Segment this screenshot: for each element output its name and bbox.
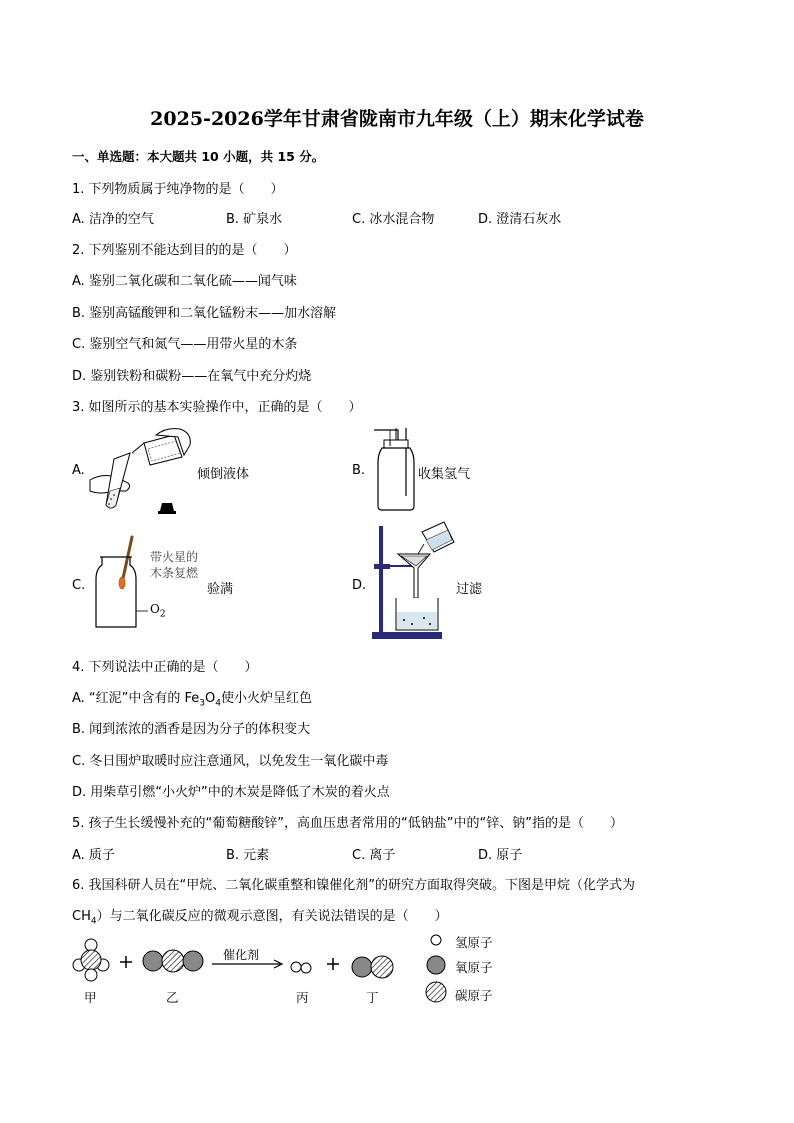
carbon-dioxide-molecule [143, 950, 203, 972]
legend-hydrogen-label: 氢原子 [455, 935, 493, 950]
legend-carbon-atom [426, 982, 446, 1002]
question-4-option-a: A. “红泥”中含有的 $Fe_3O_4$使小火炉呈红色 [72, 691, 313, 709]
question-1-option-c: C. 冰水混合物 [352, 212, 435, 227]
option-b-letter: B. [352, 463, 366, 478]
question-1-option-d: D. 澄清石灰水 [478, 212, 562, 227]
question-2-option-b: B. 鉴别高锰酸钾和二氧化锰粉末——加水溶解 [72, 306, 337, 321]
label-yi: 乙 [166, 990, 179, 1005]
section-heading: 一、单选题：本大题共 10 小题，共 15 分。 [72, 149, 325, 164]
question-6-stem-line2: $CH_4$）与二氧化碳反应的微观示意图，有关说法错误的是（ ） [72, 909, 448, 927]
methane-molecule [73, 939, 109, 981]
catalyst-label: 催化剂 [223, 948, 260, 962]
label-ding: 丁 [366, 990, 379, 1005]
question-5-option-b: B. 元素 [226, 848, 270, 863]
question-5-option-c: C. 离子 [352, 848, 396, 863]
question-4-option-d: D. 用柴草引燃“小火炉”中的木炭是降低了木炭的着火点 [72, 785, 390, 800]
option-d-caption: 过滤 [456, 582, 483, 597]
option-c-letter: C. [72, 578, 86, 593]
question-4-option-b: B. 闻到浓浓的酒香是因为分子的体积变大 [72, 722, 311, 737]
question-5-stem: 5. 孩子生长缓慢补充的“葡萄糖酸锌”，高血压患者常用的“低钠盐”中的“锌、钠”指的是（ ） [72, 816, 623, 831]
label-jia: 甲 [84, 990, 97, 1005]
question-4-option-c: C. 冬日围炉取暖时应注意通风，以免发生一氧化碳中毒 [72, 754, 389, 769]
question-6-stem-line1: 6. 我国科研人员在“甲烷、二氧化碳重整和镍催化剂”的研究方面取得突破。下图是甲烷（化学式为 [72, 878, 636, 893]
question-3-stem: 3. 如图所示的基本实验操作中，正确的是（ ） [72, 400, 362, 415]
option-c-note-line2: 木条复燃 [150, 566, 199, 580]
gas-collection-bottle-diagram [368, 426, 418, 516]
option-a-caption: 倾倒液体 [197, 467, 250, 482]
page-title: 2025-2026学年甘肃省陇南市九年级（上）期末化学试卷 [150, 108, 644, 130]
question-1-stem: 1. 下列物质属于纯净物的是（ ） [72, 182, 284, 197]
question-1-option-b: B. 矿泉水 [226, 212, 283, 227]
question-2-option-d: D. 鉴别铁粉和碳粉——在氧气中充分灼烧 [72, 369, 312, 384]
legend-hydrogen-atom [431, 935, 441, 945]
carbon-monoxide-molecule [352, 956, 393, 978]
filtration-apparatus-diagram [368, 520, 458, 645]
question-5-option-a: A. 质子 [72, 848, 115, 863]
question-2-stem: 2. 下列鉴别不能达到目的的是（ ） [72, 243, 297, 258]
option-b-caption: 收集氢气 [418, 467, 471, 482]
option-c-note-line1: 带火星的 [150, 550, 199, 564]
legend-oxygen-label: 氧原子 [455, 960, 493, 975]
label-bing: 丙 [296, 990, 309, 1005]
pouring-liquid-diagram [86, 425, 196, 520]
hydrogen-molecule [291, 962, 311, 973]
question-1-option-a: A. 洁净的空气 [72, 212, 154, 227]
question-4-stem: 4. 下列说法中正确的是（ ） [72, 660, 258, 675]
option-c-gas-label: $O_2$ [150, 602, 166, 620]
option-a-letter: A. [72, 463, 85, 478]
option-c-caption: 验满 [207, 582, 234, 597]
question-5-option-d: D. 原子 [478, 848, 523, 863]
legend-oxygen-atom [427, 956, 445, 974]
question-2-option-a: A. 鉴别二氧化碳和二氧化硫——闻气味 [72, 274, 297, 289]
question-2-option-c: C. 鉴别空气和氮气——用带火星的木条 [72, 337, 298, 352]
option-d-letter: D. [352, 578, 367, 593]
legend-carbon-label: 碳原子 [455, 988, 493, 1003]
